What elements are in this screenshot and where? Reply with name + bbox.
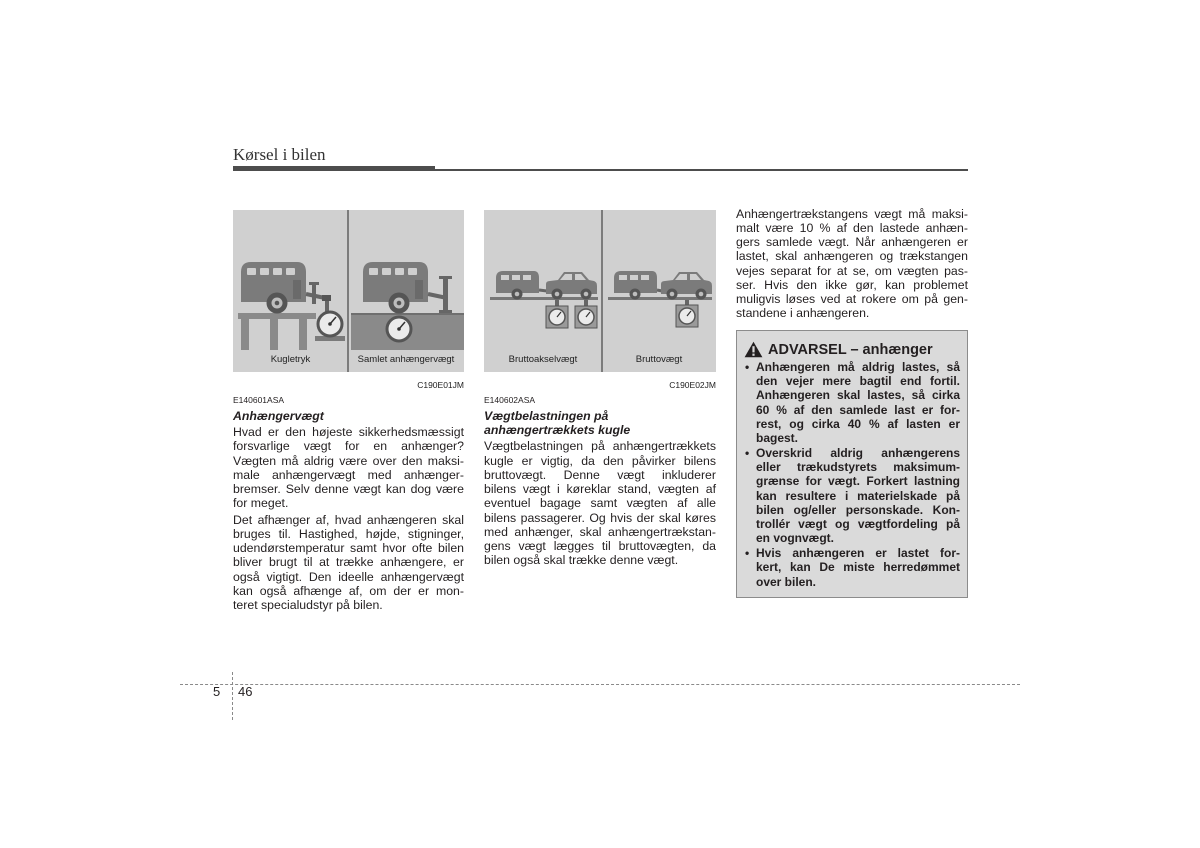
warning-text-line: en vognvægt. [756,531,835,546]
car-and-trailer-gross-scale-part [641,275,649,280]
warning-text-line: Hvis anhængeren er lastet for- [756,546,960,561]
warning-text-line: den vejer mere bagtil end fortil. [756,374,960,389]
header-rule-thick [233,166,435,171]
section-title: Kørsel i bilen [233,145,326,164]
reference-code: E140602ASA [484,395,536,405]
trailer-on-bridge-with-hitch-scale-part [260,268,269,275]
warning-text-line: Overskrid aldrig anhængerens [756,445,960,460]
figure-2-illustration [484,210,716,372]
warning-text-line: Anhængeren må aldrig lastes, så [756,359,960,374]
warning-triangle-icon-part [752,354,754,356]
chapter-number: 5 [213,684,221,699]
text-line: Vægtbelastningen på anhængertrækkets [484,439,716,454]
car-and-trailer-gross-scale-part [699,292,704,297]
trailer-on-bridge-with-hitch-scale [238,262,345,350]
text-line: Det afhænger af, hvad anhængeren skal [233,512,464,527]
warning-text-line: grænse for vægt. Forkert lastning [756,474,960,489]
car-and-trailer-axle-scales-part [523,275,531,280]
car-and-trailer-axle-scales-part [512,275,520,280]
text-line: bruttovægt. Denne vægt inkluderer [484,467,716,482]
footer-dashed-divider [232,672,233,720]
text-line: for meget. [233,496,289,511]
text-line: kugle er vigtig, da den påvirker bilens [484,453,716,468]
car-and-trailer-gross-scale-part [608,297,712,300]
warning-text-line: 60 % af den samlede last er for- [756,402,960,417]
paragraph [233,425,464,511]
car-and-trailer-axle-scales-part [515,292,520,297]
car-and-trailer-axle-scales-part [584,300,588,306]
text-line: standene i anhængeren. [736,305,870,320]
figure-1-illustration [233,210,464,372]
text-line: kan også afhænge af, om der er mon- [233,583,464,598]
warning-text-line: rest, og cirka 40 % af lasten er [756,416,960,431]
trailer-on-ground-with-scale [351,262,464,350]
bullet-marker: • [745,359,750,374]
figure-trailer-ball-weight [233,210,464,372]
warning-bullet-list [745,360,960,589]
trailer-on-bridge-with-hitch-scale-part [247,268,256,275]
warning-text-line: bagest. [756,430,799,445]
trailer-on-ground-with-scale-part [397,327,401,331]
trailer-on-bridge-with-hitch-scale-part [238,313,316,319]
car-and-trailer-gross-scale-part [633,292,638,297]
footer-dashed-rule [180,684,1020,685]
figure-2-code: C190E02JM [669,380,716,390]
text-line: også vigtigt. Den ideelle anhængervægt [233,569,464,584]
paragraph [736,207,968,320]
text-line: bilen også skal trække denne vægt. [484,553,679,568]
text-line: bliver brugt til at trække anhængere, er [233,555,464,570]
warning-title: ADVARSEL – anhænger [768,342,933,358]
warning-text-line: trollér vægt og vægtfordeling på [756,516,960,531]
paragraph [233,513,464,613]
warning-text-line: bilen og/eller personskade. Kon- [756,502,960,517]
trailer-on-bridge-with-hitch-scale-part [275,301,280,306]
warning-text-line: over bilen. [756,574,817,589]
trailer-on-bridge-with-hitch-scale-part [286,268,295,275]
trailer-on-ground-with-scale-part [443,278,448,311]
figure-1-label-left: Kugletryk [270,354,311,365]
right-column [736,207,968,320]
warning-text-line: kert, kan De miste herredømmet [756,560,960,575]
text-line: eventuel bagage samt vægten af alle [484,496,716,511]
text-line: forsvarlige vægt for en anhænger? [233,439,464,454]
warning-text-line: eller trækudstyrets maksimum- [756,460,960,475]
trailer-on-bridge-with-hitch-scale-part [270,319,278,350]
figure-1-label-right: Samlet anhængervægt [357,354,455,365]
car-and-trailer-axle-scales-part [555,292,560,297]
trailer-on-ground-with-scale-part [382,268,391,275]
bullet-marker: • [745,445,750,460]
car-and-trailer-gross-scale-part [685,300,689,305]
right-column-body [736,207,968,320]
text-line: Hvad er den højeste sikkerhedsmæssigt [233,425,464,440]
text-line: lastet, skal anhængeren og trækstangen [736,249,968,264]
text-line: bilens passagerer. Og hvis der skal køres [484,510,716,525]
text-line: vejes separat for at se, om vægten pas- [736,263,968,278]
text-line: udendørstemperatur samt hvor ofte bilen [233,541,464,556]
section-heading-line-1: Vægtbelastningen på [484,409,609,423]
warning-text-line: Anhængeren skal lastes, så cirka [756,388,960,403]
section-heading-line-2: anhængertrækkets kugle [484,423,631,438]
car-and-trailer-gross-scale-part [670,292,675,297]
header-rule-thin [435,169,968,171]
warning-bullet [745,446,960,545]
text-line: male anhængervægt med anhænger- [233,467,464,482]
trailer-on-ground-with-scale-part [408,268,417,275]
text-line: gers samlede vægt. Når anhængeren er [736,235,968,250]
trailer-on-bridge-with-hitch-scale-part [299,319,307,350]
trailer-on-ground-with-scale-part [369,268,378,275]
trailer-on-ground-with-scale-part [439,310,452,313]
car-and-trailer-axle-scales-part [501,275,509,280]
middle-column-body [484,439,716,567]
text-line: med anhænger, skal anhængertrækstan- [484,524,716,539]
section-heading: Anhængervægt [233,409,324,423]
warning-bullet [745,546,960,589]
car-and-trailer-axle-scales-part [584,292,589,297]
car-and-trailer-gross-scale-part [630,275,638,280]
car-and-trailer-gross-scale-part [619,275,627,280]
text-line: Anhængertrækstangens vægt må maksi- [736,207,968,221]
trailer-on-bridge-with-hitch-scale-part [273,268,282,275]
car-and-trailer-axle-scales-part [555,300,559,306]
warning-triangle-icon-part [752,346,754,352]
figure-2-label-left: Bruttoakselvægt [508,354,578,365]
trailer-on-bridge-with-hitch-scale-part [328,322,332,326]
car-and-trailer-gross-scale [608,271,712,327]
trailer-on-ground-with-scale-part [351,313,464,315]
text-line: bilens vægt i køreklar stand, vægten af [484,482,716,497]
reference-code: E140601ASA [233,395,285,405]
warning-bullet [745,360,960,445]
page-number: 46 [238,684,253,699]
trailer-on-ground-with-scale-part [395,268,404,275]
trailer-on-bridge-with-hitch-scale-part [325,301,329,312]
text-line: bruges til. Hastighed, højde, stigninger, [233,526,464,541]
trailer-on-ground-with-scale-part [397,301,402,306]
text-line: Vægten må aldrig være over den maksi- [233,453,464,468]
text-line: gens vægt lægges til bruttovægten, da [484,539,716,554]
trailer-on-bridge-with-hitch-scale-part [241,319,249,350]
trailer-on-bridge-with-hitch-scale-part [322,295,331,301]
warning-triangle-icon [744,341,763,358]
bullet-marker: • [745,546,750,561]
left-column [233,395,464,612]
middle-column [484,395,716,568]
figure-1-code: C190E01JM [417,380,464,390]
figure-2-label-right: Bruttovægt [635,354,683,365]
warning-box [736,330,968,598]
paragraph [484,439,716,567]
trailer-on-bridge-with-hitch-scale-part [312,284,316,304]
left-column-body [233,425,464,612]
text-line: muligvis løses ved at rokere om på gen- [736,291,968,306]
trailer-on-bridge-with-hitch-scale-part [293,280,301,299]
text-line: bremser. Selv denne vægt kan dog være [233,482,464,497]
trailer-on-ground-with-scale-part [415,280,423,299]
figure-gross-weight [484,210,716,372]
text-line: teret specialudstyr på bilen. [233,598,383,613]
warning-text-line: kan resultere i materielskade på [756,488,960,503]
car-and-trailer-axle-scales [490,271,598,328]
text-line: malt være 10 % af den lastede anhæn- [736,221,968,236]
car-and-trailer-axle-scales-part [539,290,547,291]
text-line: ser. Hvis den ikke gør, kan problemet [736,277,968,292]
